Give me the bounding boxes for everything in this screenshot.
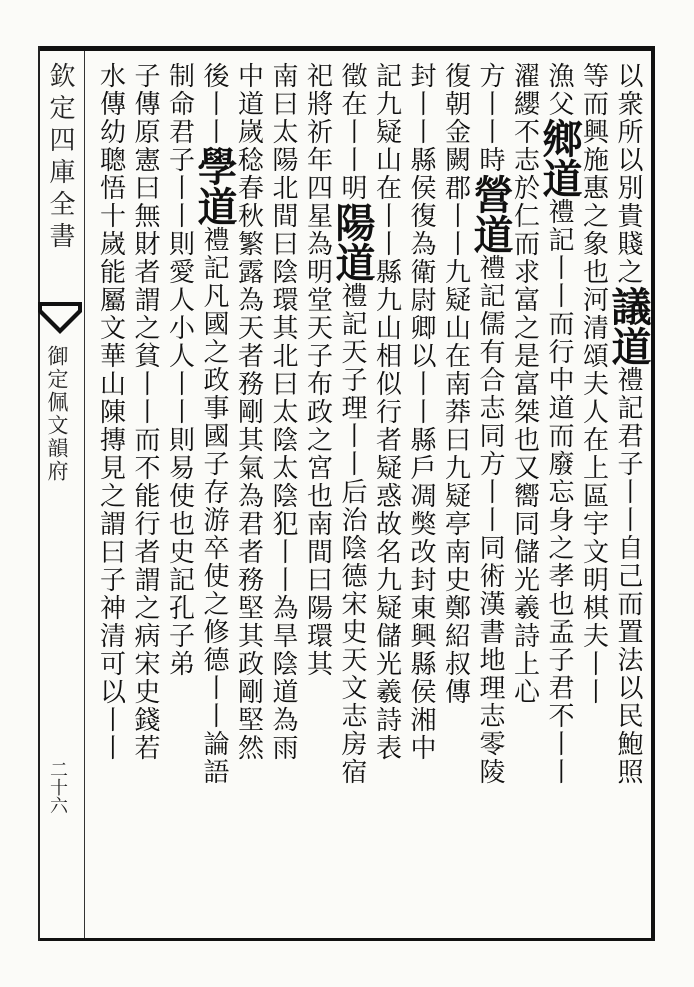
column-text: 以衆所以別貴賤之 bbox=[613, 62, 643, 286]
text-column bbox=[467, 62, 514, 786]
column-text: 後丨丨 bbox=[199, 62, 229, 146]
column-text: 水傳幼聰悟十嵗能屬文華山陳摶見之謂曰子神清可以丨丨 bbox=[95, 62, 126, 762]
book-title: 欽定四庫全書 bbox=[45, 62, 75, 254]
center-fold-line bbox=[84, 51, 85, 938]
column-text: 禮記君子丨丨自己而置法以民鮑照 bbox=[613, 366, 643, 786]
column-text: 禮記天子理丨丨后治陰德宋史天文志房宿 bbox=[337, 282, 367, 786]
column-text: 禮記凡國之政事國子存游卒使之修德丨丨論語 bbox=[199, 226, 229, 786]
text-column bbox=[302, 62, 334, 678]
column-text: 禮記儒有合志同方丨丨同術漢書地理志零陵 bbox=[475, 254, 505, 786]
column-text: 等而興施惠之象也河清頌夫人在上區宇文明棋夫丨丨 bbox=[578, 62, 609, 706]
frame-top-border bbox=[38, 46, 654, 51]
text-column bbox=[509, 62, 541, 706]
column-text: 禮記丨丨而行中道而廢忘身之孝也孟子君不丨丨 bbox=[544, 198, 574, 786]
text-column bbox=[440, 62, 472, 706]
book-subtitle: 御定佩文韻府 bbox=[45, 345, 69, 483]
column-text: 祀將祈年四星為明堂天子布政之宮也南間曰陽環其 bbox=[302, 62, 333, 678]
text-column bbox=[329, 62, 376, 786]
text-column bbox=[129, 62, 161, 762]
column-text: 封丨丨縣侯復為衛尉卿以丨丨縣戶凋獘改封東興縣侯湘中 bbox=[406, 62, 436, 762]
column-text: 中道嵗稔春秋繁露為天者務剛其氣為君者務堅其政剛堅然 bbox=[233, 62, 264, 762]
frame-left-border bbox=[38, 46, 40, 941]
page-number: 二十六 bbox=[47, 760, 68, 814]
text-column bbox=[536, 62, 583, 786]
column-text: 記九疑山在丨丨縣九山相似行者疑惑故名九疑儲光羲詩表 bbox=[371, 62, 402, 762]
text-column bbox=[371, 62, 403, 762]
text-column bbox=[191, 62, 238, 786]
frame-bottom-border bbox=[38, 938, 654, 941]
text-column bbox=[164, 62, 196, 678]
column-text: 南曰太陽北間曰陰環其北曰太陰太陰犯丨丨為旱陰道為雨 bbox=[268, 62, 298, 762]
frame-right-border bbox=[651, 46, 655, 941]
column-text: 漁父 bbox=[544, 62, 574, 118]
text-column bbox=[405, 62, 437, 762]
text-column bbox=[95, 62, 127, 762]
column-text: 復朝金闕郡丨丨九疑山在南莽曰九疑亭南史鄭紹叔傳 bbox=[440, 62, 471, 706]
text-column bbox=[605, 62, 652, 786]
headword: 學道 bbox=[191, 146, 238, 226]
column-text: 方丨丨時 bbox=[475, 62, 505, 174]
headword: 鄉道 bbox=[536, 118, 583, 198]
headword: 議道 bbox=[605, 286, 652, 366]
column-text: 濯纓不志於仁而求富之是富桀也又嚮同儲光羲詩上心 bbox=[509, 62, 540, 706]
text-column bbox=[267, 62, 299, 762]
headword: 營道 bbox=[467, 174, 514, 254]
headword: 陽道 bbox=[329, 202, 376, 282]
column-text: 子傳原憲曰無財者謂之貧丨丨而不能行者謂之病宋史錢若 bbox=[130, 62, 160, 762]
column-text: 徵在丨丨明 bbox=[337, 62, 367, 202]
fishtail-mark-icon bbox=[36, 300, 84, 336]
column-text: 制命君子丨丨則愛人小人丨丨則易使也史記孔子弟 bbox=[164, 62, 195, 678]
